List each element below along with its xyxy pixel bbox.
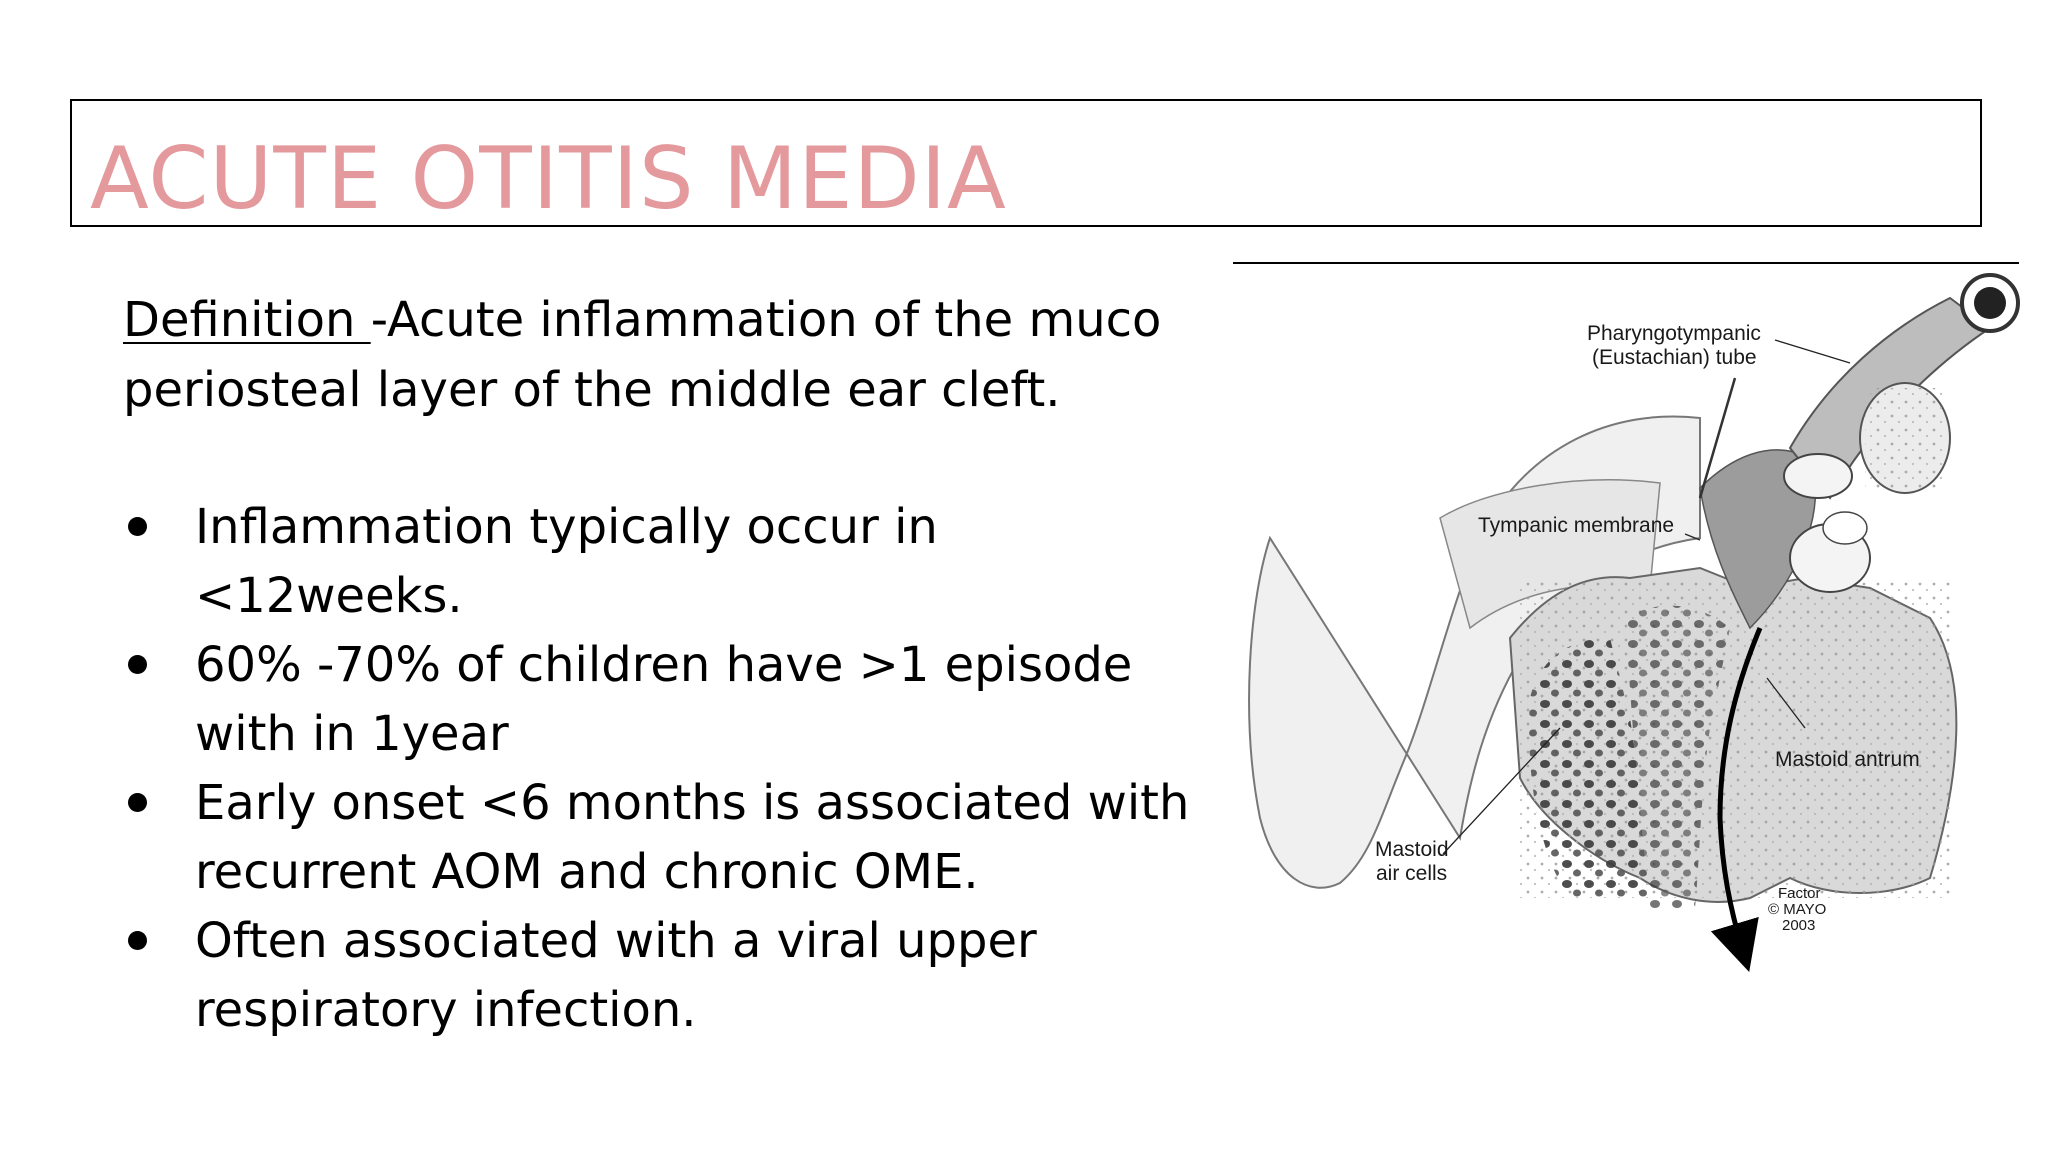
credit-line2: © MAYO	[1768, 901, 1827, 918]
label-mastoid-line1: Mastoid	[1375, 838, 1449, 861]
bullet-icon	[128, 793, 147, 812]
ossicle-malleus	[1784, 454, 1852, 498]
label-mastoid-line2: air cells	[1376, 862, 1448, 885]
label-eustachian-line2: (Eustachian) tube	[1592, 346, 1757, 369]
list-item	[123, 769, 1203, 907]
definition-label: Definition	[123, 292, 371, 348]
label-eustachian-line1: Pharyngotympanic	[1587, 322, 1761, 345]
label-tympanic-membrane: Tympanic membrane	[1478, 514, 1675, 537]
bullet-text: 60% -70% of children have >1 episode with in 1year	[195, 637, 1133, 762]
bullet-icon	[128, 655, 147, 674]
bullet-text: Often associated with a viral upper respiratory infection.	[195, 913, 1037, 1038]
ear-anatomy-illustration	[1230, 258, 2020, 1018]
credit-line3: 2003	[1782, 917, 1816, 934]
credit-line1: Factor	[1778, 885, 1821, 902]
bullet-icon	[128, 517, 147, 536]
definition-text: -Acute inflammation of the muco periosteal layer of the middle ear cleft.	[123, 292, 1162, 418]
slide-title: ACUTE OTITIS MEDIA	[90, 129, 1007, 229]
bullet-text: Early onset <6 months is associated with recurrent AOM and chronic OME.	[195, 775, 1190, 900]
leader-line	[1775, 340, 1850, 363]
label-mastoid-antrum: Mastoid antrum	[1775, 748, 1920, 771]
ossicle-stapes	[1823, 512, 1867, 544]
bullet-list	[123, 493, 1203, 1045]
list-item	[123, 631, 1203, 769]
list-item	[123, 493, 1203, 631]
definition-paragraph	[123, 285, 1183, 425]
list-item	[123, 907, 1203, 1045]
bullet-icon	[128, 931, 147, 950]
bullet-text: Inflammation typically occur in <12weeks.	[195, 499, 938, 624]
